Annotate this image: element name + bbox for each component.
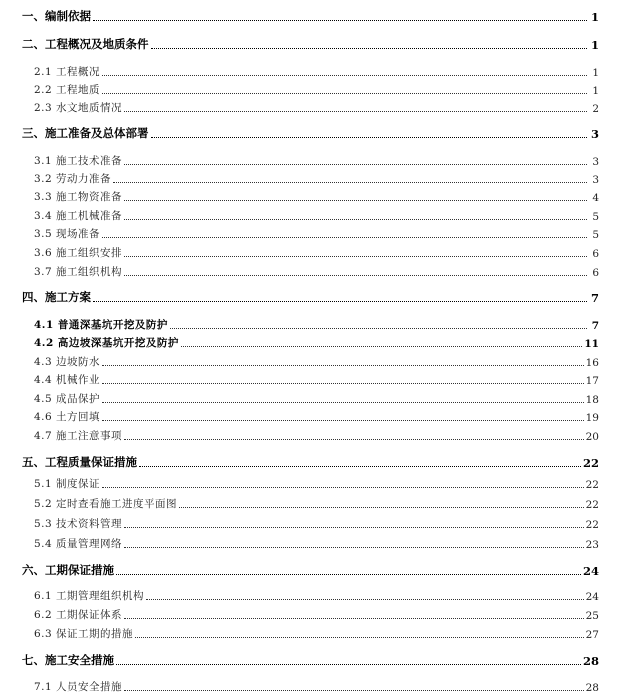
toc-entry-label: 3.5 现场准备 — [34, 228, 101, 240]
toc-chapter-entry[interactable] — [0, 123, 621, 141]
toc-page-number: 25 — [585, 610, 599, 622]
dot-leader — [102, 365, 584, 366]
toc-entry-label: 3.3 施工物资准备 — [34, 191, 123, 203]
toc-page-number: 6 — [592, 248, 599, 260]
toc-page-number: 22 — [585, 479, 599, 491]
dot-leader — [124, 200, 587, 201]
toc-page-number: 1 — [592, 85, 599, 97]
toc-entry-label: 3.6 施工组织安排 — [34, 247, 123, 259]
toc-chapter-entry[interactable] — [0, 287, 621, 305]
toc-page-number: 5 — [592, 211, 599, 223]
dot-leader — [102, 402, 584, 403]
toc-section-entry[interactable] — [0, 332, 621, 350]
dot-leader — [102, 420, 584, 421]
dot-leader — [124, 547, 584, 548]
toc-page-number: 3 — [592, 174, 599, 186]
toc-entry-label: 三、施工准备及总体部署 — [22, 126, 149, 140]
dot-leader — [124, 219, 587, 220]
toc-section-entry[interactable] — [0, 623, 621, 641]
toc-section-entry[interactable] — [0, 604, 621, 622]
toc-entry-label: 3.4 施工机械准备 — [34, 210, 123, 222]
toc-page-number: 28 — [582, 654, 599, 668]
dot-leader — [146, 599, 584, 600]
toc-entry-label: 6.3 保证工期的措施 — [34, 628, 134, 640]
toc-section-entry[interactable] — [0, 473, 621, 491]
toc-page-number: 7 — [591, 320, 599, 332]
toc-page-number: 27 — [585, 629, 599, 641]
toc-entry-label: 4.4 机械作业 — [34, 374, 101, 386]
dot-leader — [102, 383, 584, 384]
dot-leader — [116, 664, 581, 665]
toc-section-entry[interactable] — [0, 79, 621, 97]
dot-leader — [113, 182, 587, 183]
toc-chapter-entry[interactable] — [0, 560, 621, 578]
toc-entry-label: 4.2 高边坡深基坑开挖及防护 — [34, 337, 179, 349]
toc-page-number: 7 — [590, 291, 599, 305]
toc-page-number: 17 — [585, 375, 599, 387]
toc-entry-label: 4.1 普通深基坑开挖及防护 — [34, 319, 168, 331]
dot-leader — [102, 75, 587, 76]
toc-section-entry[interactable] — [0, 388, 621, 406]
toc-section-entry[interactable] — [0, 168, 621, 186]
toc-section-entry[interactable] — [0, 242, 621, 260]
dot-leader — [124, 275, 587, 276]
toc-page-number: 3 — [592, 156, 599, 168]
toc-entry-label: 5.1 制度保证 — [34, 478, 101, 490]
toc-section-entry[interactable] — [0, 261, 621, 279]
dot-leader — [93, 301, 587, 302]
toc-page-number: 5 — [592, 229, 599, 241]
toc-section-entry[interactable] — [0, 223, 621, 241]
toc-section-entry[interactable] — [0, 351, 621, 369]
toc-chapter-entry[interactable] — [0, 6, 621, 24]
toc-page-number: 22 — [585, 499, 599, 511]
toc-section-entry[interactable] — [0, 676, 621, 694]
toc-section-entry[interactable] — [0, 369, 621, 387]
toc-entry-label: 2.2 工程地质 — [34, 84, 101, 96]
toc-page-number: 2 — [592, 103, 599, 115]
toc-section-entry[interactable] — [0, 61, 621, 79]
toc-entry-label: 6.2 工期保证体系 — [34, 609, 123, 621]
toc-page-number: 1 — [590, 38, 599, 52]
toc-section-entry[interactable] — [0, 314, 621, 332]
toc-section-entry[interactable] — [0, 150, 621, 168]
toc-entry-label: 6.1 工期管理组织机构 — [34, 590, 145, 602]
toc-page-number: 18 — [585, 394, 599, 406]
toc-section-entry[interactable] — [0, 513, 621, 531]
toc-entry-label: 5.4 质量管理网络 — [34, 538, 123, 550]
dot-leader — [102, 93, 587, 94]
toc-section-entry[interactable] — [0, 97, 621, 115]
toc-section-entry[interactable] — [0, 425, 621, 443]
toc-page-number: 23 — [585, 539, 599, 551]
toc-chapter-entry[interactable] — [0, 452, 621, 470]
toc-chapter-entry[interactable] — [0, 34, 621, 52]
toc-section-entry[interactable] — [0, 493, 621, 511]
toc-entry-label: 4.3 边坡防水 — [34, 356, 101, 368]
toc-page-number: 3 — [590, 127, 599, 141]
toc-section-entry[interactable] — [0, 205, 621, 223]
dot-leader — [139, 466, 581, 467]
toc-chapter-entry[interactable] — [0, 650, 621, 668]
toc-page-number: 1 — [592, 67, 599, 79]
toc-page-number: 1 — [590, 10, 599, 24]
toc-page-number: 4 — [592, 192, 599, 204]
dot-leader — [151, 137, 588, 138]
toc-page-number: 24 — [582, 564, 599, 578]
toc-entry-label: 二、工程概况及地质条件 — [22, 37, 149, 51]
toc-page-number: 19 — [585, 412, 599, 424]
toc-page-number: 22 — [585, 519, 599, 531]
toc-page-number: 11 — [584, 338, 599, 350]
toc-section-entry[interactable] — [0, 406, 621, 424]
dot-leader — [124, 439, 584, 440]
dot-leader — [124, 164, 587, 165]
toc-entry-label: 一、编制依据 — [22, 9, 91, 23]
toc-section-entry[interactable] — [0, 585, 621, 603]
dot-leader — [124, 256, 587, 257]
dot-leader — [181, 346, 582, 347]
toc-entry-label: 7.1 人员安全措施 — [34, 681, 123, 693]
toc-entry-label: 5.2 定时查看施工进度平面图 — [34, 498, 178, 510]
toc-page-number: 22 — [582, 456, 599, 470]
toc-entry-label: 四、施工方案 — [22, 290, 91, 304]
toc-section-entry[interactable] — [0, 533, 621, 551]
toc-page-number: 6 — [592, 267, 599, 279]
dot-leader — [124, 527, 584, 528]
dot-leader — [124, 618, 584, 619]
toc-entry-label: 4.5 成品保护 — [34, 393, 101, 405]
dot-leader — [124, 111, 587, 112]
dot-leader — [124, 690, 584, 691]
toc-entry-label: 七、施工安全措施 — [22, 653, 114, 667]
dot-leader — [170, 328, 587, 329]
dot-leader — [116, 574, 581, 575]
toc-page-number: 28 — [585, 682, 599, 694]
toc-entry-label: 4.6 土方回填 — [34, 411, 101, 423]
toc-page-number: 24 — [585, 591, 599, 603]
toc-entry-label: 六、工期保证措施 — [22, 563, 114, 577]
dot-leader — [135, 637, 584, 638]
toc-entry-label: 5.3 技术资料管理 — [34, 518, 123, 530]
dot-leader — [179, 507, 584, 508]
dot-leader — [93, 20, 587, 21]
dot-leader — [102, 487, 584, 488]
toc-entry-label: 4.7 施工注意事项 — [34, 430, 123, 442]
dot-leader — [102, 237, 587, 238]
toc-page-number: 20 — [585, 431, 599, 443]
toc-entry-label: 2.1 工程概况 — [34, 66, 101, 78]
toc-entry-label: 3.7 施工组织机构 — [34, 266, 123, 278]
toc-entry-label: 2.3 水文地质情况 — [34, 102, 123, 114]
toc-entry-label: 3.2 劳动力准备 — [34, 173, 112, 185]
dot-leader — [151, 48, 588, 49]
toc-entry-label: 3.1 施工技术准备 — [34, 155, 123, 167]
toc-page-number: 16 — [585, 357, 599, 369]
toc-section-entry[interactable] — [0, 186, 621, 204]
toc-entry-label: 五、工程质量保证措施 — [22, 455, 137, 469]
